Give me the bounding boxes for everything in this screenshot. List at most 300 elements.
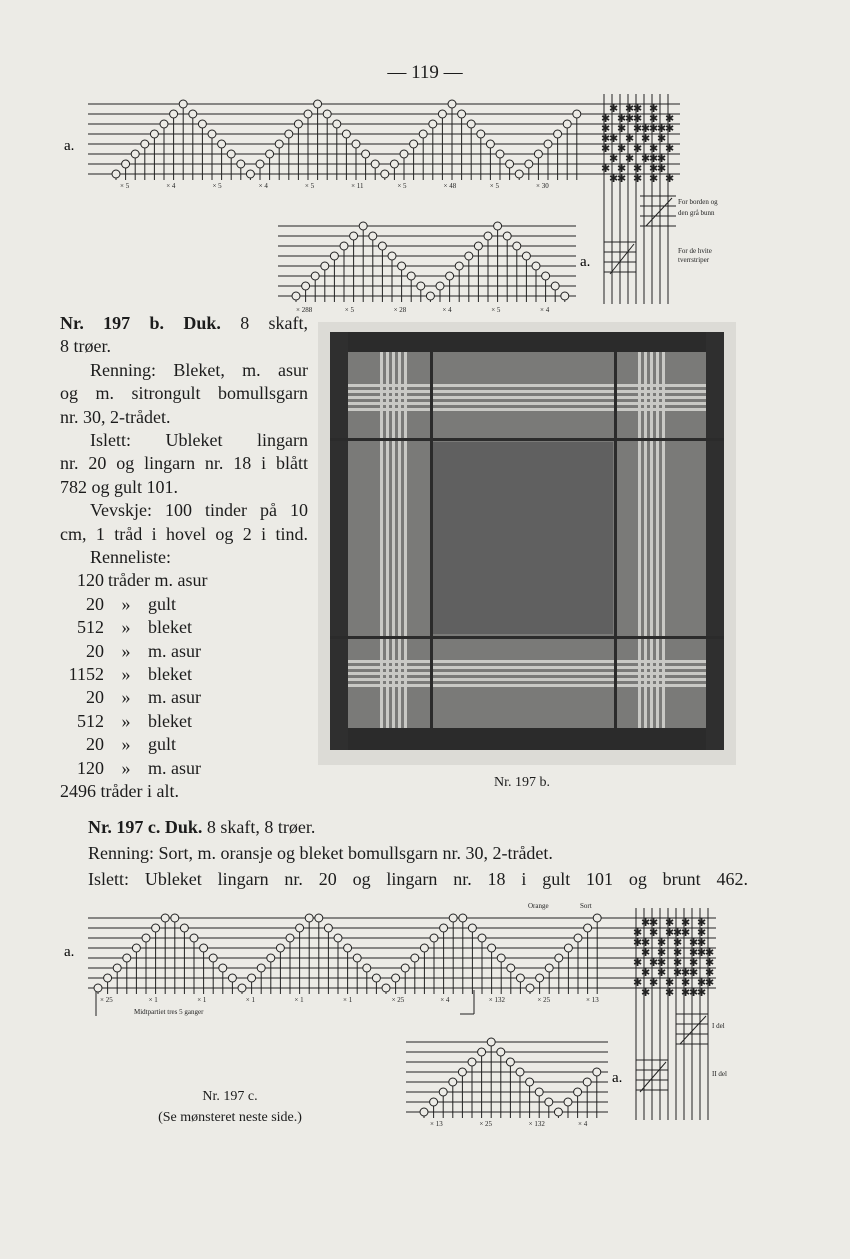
draft-top-note-1a: For borden og [678, 198, 718, 206]
section-197b-title-line2: 8 trøer. [60, 336, 111, 357]
heddle-mark [468, 1058, 476, 1066]
heddle-mark [407, 272, 415, 280]
renneliste-desc: gult [148, 734, 177, 755]
heddle-mark [496, 150, 504, 158]
heddle-mark [478, 934, 486, 942]
heddle-mark [497, 954, 505, 962]
renneliste-count: 20 [86, 593, 104, 614]
tieup-mark: ✱ [673, 926, 683, 939]
heddle-mark [497, 1048, 505, 1056]
heddle-mark [292, 292, 300, 300]
draft-top-row2-label-a: a. [580, 254, 591, 270]
heddle-mark [449, 1078, 457, 1086]
repeat-count: × 25 [537, 996, 551, 1004]
heddle-mark [458, 110, 466, 118]
heddle-mark [323, 110, 331, 118]
heddle-mark [352, 140, 360, 148]
heddle-mark [430, 1098, 438, 1106]
tieup-mark: ✱ [681, 976, 691, 989]
heddle-mark [430, 934, 438, 942]
section-197c-name: Duk. [164, 817, 203, 837]
section-197b-title-rest: 8 skaft, [240, 313, 308, 333]
heddle-mark [438, 110, 446, 118]
heddle-mark [190, 934, 198, 942]
tieup-mark: ✱ [601, 142, 611, 155]
heddle-mark [545, 964, 553, 972]
heddle-mark [561, 292, 569, 300]
heddle-mark [439, 1088, 447, 1096]
heddle-mark [286, 934, 294, 942]
tieup-mark: ✱ [617, 172, 627, 185]
tieup-mark: ✱ [617, 162, 627, 175]
repeat-count: × 5 [120, 182, 130, 190]
renneliste-ditto: » [121, 687, 131, 708]
heddle-mark [564, 1098, 572, 1106]
tieup-mark: ✱ [665, 122, 675, 135]
tieup-mark: ✱ [633, 956, 643, 969]
repeat-count: × 1 [197, 996, 207, 1004]
tieup-mark: ✱ [633, 142, 643, 155]
section-197b-name: Duk. [183, 313, 221, 333]
heddle-mark [340, 242, 348, 250]
tieup-mark: ✱ [633, 102, 643, 115]
heddle-mark [536, 974, 544, 982]
heddle-mark [112, 170, 120, 178]
heddle-mark [294, 120, 302, 128]
heddle-mark [334, 934, 342, 942]
renneliste-row [60, 593, 308, 616]
heddle-mark [563, 120, 571, 128]
heddle-mark [353, 954, 361, 962]
heddle-mark [113, 964, 121, 972]
tieup-mark: ✱ [681, 916, 691, 929]
tieup-mark: ✱ [625, 102, 635, 115]
heddle-mark [494, 222, 502, 230]
tieup-mark: ✱ [657, 946, 667, 959]
heddle-mark [503, 232, 511, 240]
heddle-mark [564, 944, 572, 952]
tieup-mark: ✱ [697, 976, 707, 989]
tieup-mark: ✱ [617, 142, 627, 155]
heddle-mark [171, 914, 179, 922]
heddle-mark [420, 944, 428, 952]
heddle-mark [123, 954, 131, 962]
repeat-count: × 4 [440, 996, 450, 1004]
heddle-mark [218, 140, 226, 148]
repeat-count: × 132 [488, 996, 506, 1004]
tieup-mark: ✱ [681, 966, 691, 979]
heddle-mark [371, 160, 379, 168]
repeat-count: × 25 [100, 996, 113, 1004]
repeat-count: × 5 [397, 182, 407, 190]
tieup-mark: ✱ [641, 122, 651, 135]
renneliste-row [60, 757, 308, 780]
heddle-mark [417, 282, 425, 290]
heddle-mark [458, 1068, 466, 1076]
heddle-mark [363, 964, 371, 972]
heddle-mark [248, 974, 256, 982]
repeat-count: × 48 [443, 182, 457, 190]
heddle-mark [219, 964, 227, 972]
tieup-mark: ✱ [673, 936, 683, 949]
tieup-mark: ✱ [617, 122, 627, 135]
heddle-mark [486, 140, 494, 148]
tieup-mark: ✱ [649, 112, 659, 125]
heddle-mark [390, 160, 398, 168]
section-197b [60, 312, 308, 803]
heddle-mark [507, 964, 515, 972]
heddle-mark [304, 110, 312, 118]
repeat-count: × 25 [391, 996, 405, 1004]
heddle-mark [388, 252, 396, 260]
heddle-mark [141, 140, 149, 148]
heddle-mark [362, 150, 370, 158]
renneliste-desc: tråder m. asur [108, 570, 208, 591]
heddle-mark [302, 282, 310, 290]
repeat-count: × 4 [166, 182, 176, 190]
heddle-mark [200, 944, 208, 952]
heddle-mark [429, 120, 437, 128]
heddle-mark [446, 272, 454, 280]
repeat-count: × 5 [489, 182, 499, 190]
tieup-mark: ✱ [697, 986, 707, 999]
draft-top-note-1b: den grå bunn [678, 209, 715, 217]
tieup-mark: ✱ [665, 142, 675, 155]
repeat-count: × 28 [393, 306, 407, 314]
draft-bottom-row1-threads [94, 914, 601, 994]
heddle-mark [401, 964, 409, 972]
repeat-count: × 4 [540, 306, 550, 314]
section-197c-title-rest: 8 skaft, 8 trøer. [206, 817, 316, 837]
heddle-mark [189, 110, 197, 118]
tieup-mark: ✱ [609, 172, 619, 185]
heddle-mark [350, 232, 358, 240]
renneliste-total: 2496 tråder i alt. [60, 780, 179, 801]
heddle-mark [467, 120, 475, 128]
repeat-count: × 4 [442, 306, 452, 314]
page-number: — 119 — [387, 62, 463, 83]
tieup-mark: ✱ [633, 112, 643, 125]
tieup-mark: ✱ [697, 926, 707, 939]
tieup-mark: ✱ [689, 966, 699, 979]
heddle-mark [436, 282, 444, 290]
heddle-mark [449, 914, 457, 922]
heddle-mark [448, 100, 456, 108]
heddle-mark [267, 954, 275, 962]
heddle-mark [465, 252, 473, 260]
tieup-mark: ✱ [609, 152, 619, 165]
heddle-mark [324, 924, 332, 932]
heddle-mark [285, 130, 293, 138]
heddle-mark [398, 262, 406, 270]
tieup-mark: ✱ [705, 976, 715, 989]
renneliste-row [60, 616, 308, 639]
repeat-count: × 5 [212, 182, 222, 190]
heddle-mark [584, 924, 592, 932]
tieup-mark: ✱ [649, 162, 659, 175]
heddle-mark [257, 964, 265, 972]
islett-line-2: nr. 20 og lingarn nr. 18 i blått [60, 453, 308, 474]
renning-line-1: Renning: Bleket, m. asur [90, 359, 308, 380]
heddle-mark [516, 974, 524, 982]
tieup-mark: ✱ [657, 936, 667, 949]
draft-bottom-row2-threads [420, 1038, 601, 1118]
tieup-mark: ✱ [641, 966, 651, 979]
tieup-mark: ✱ [609, 132, 619, 145]
heddle-mark [344, 944, 352, 952]
heddle-mark [532, 262, 540, 270]
renneliste-count: 20 [86, 640, 104, 661]
renneliste-desc: m. asur [148, 757, 201, 778]
heddle-mark [330, 252, 338, 260]
heddle-mark [161, 914, 169, 922]
draft-bottom-label-a: a. [64, 944, 75, 960]
tieup-mark: ✱ [665, 976, 675, 989]
section-197b-nr: Nr. 197 b. [60, 313, 164, 333]
renneliste [60, 569, 308, 780]
renneliste-row [60, 733, 308, 756]
heddle-mark [369, 232, 377, 240]
heddle-mark [420, 1108, 428, 1116]
renneliste-ditto: » [121, 640, 131, 661]
renneliste-desc: m. asur [148, 687, 201, 708]
tieup-mark: ✱ [665, 926, 675, 939]
renning-line-2: og m. sitrongult bomullsgarn [60, 383, 308, 404]
renneliste-row [60, 569, 308, 592]
draft-bottom-row2-label-a: a. [612, 1070, 623, 1086]
heddle-mark [426, 292, 434, 300]
heddle-mark [410, 140, 418, 148]
heddle-mark [381, 170, 389, 178]
heddle-mark [526, 984, 534, 992]
renneliste-row [60, 663, 308, 686]
draft-bottom-row1-repeats [100, 996, 599, 1004]
section-197c-renning: Renning: Sort, m. oransje og bleket bomullsgarn nr. 30, 2-trådet. [88, 843, 553, 863]
tieup-mark: ✱ [633, 162, 643, 175]
renneliste-ditto: » [121, 617, 131, 638]
tieup-mark: ✱ [617, 112, 627, 125]
tieup-mark: ✱ [681, 986, 691, 999]
heddle-mark [419, 130, 427, 138]
draft-top-note-2a: For de hvite [678, 247, 712, 255]
heddle-mark [484, 232, 492, 240]
renneliste-desc: gult [148, 593, 177, 614]
tieup-mark: ✱ [649, 122, 659, 135]
heddle-mark [228, 974, 236, 982]
heddle-mark [488, 944, 496, 952]
renneliste-desc: bleket [148, 617, 192, 638]
heddle-mark [477, 130, 485, 138]
draft-bottom-note-1: I del [712, 1022, 725, 1030]
tieup-mark: ✱ [657, 132, 667, 145]
renneliste-row [60, 686, 308, 709]
heddle-mark [525, 160, 533, 168]
heddle-mark [468, 924, 476, 932]
tieup-mark: ✱ [633, 122, 643, 135]
heddle-mark [311, 272, 319, 280]
tieup-mark: ✱ [649, 926, 659, 939]
tieup-mark: ✱ [601, 122, 611, 135]
heddle-mark [440, 924, 448, 932]
heddle-mark [554, 1108, 562, 1116]
tieup-mark: ✱ [657, 966, 667, 979]
heddle-mark [516, 1068, 524, 1076]
heddle-mark [535, 1088, 543, 1096]
heddle-mark [314, 100, 322, 108]
tieup-mark: ✱ [601, 112, 611, 125]
heddle-mark [275, 140, 283, 148]
tieup-mark: ✱ [641, 152, 651, 165]
tieup-mark: ✱ [665, 986, 675, 999]
vevskje-line-2: cm, 1 tråd i hovel og 2 i tind. [60, 523, 308, 544]
heddle-mark [593, 1068, 601, 1076]
renneliste-count: 20 [86, 687, 104, 708]
tieup-mark: ✱ [641, 132, 651, 145]
tieup-mark: ✱ [657, 122, 667, 135]
tieup-mark: ✱ [697, 936, 707, 949]
heddle-mark [411, 954, 419, 962]
renning-line-3: nr. 30, 2-trådet. [60, 406, 171, 427]
tieup-mark: ✱ [689, 956, 699, 969]
draft-bottom-row2-repeats [430, 1120, 588, 1128]
tieup-mark: ✱ [633, 936, 643, 949]
tieup-mark: ✱ [641, 946, 651, 959]
renneliste-ditto: » [121, 710, 131, 731]
renneliste-desc: bleket [148, 710, 192, 731]
tieup-mark: ✱ [649, 956, 659, 969]
tieup-mark: ✱ [625, 132, 635, 145]
draft-bottom-tieup-marks [633, 916, 714, 999]
heddle-mark [506, 1058, 514, 1066]
repeat-count: × 132 [528, 1120, 545, 1128]
renneliste-ditto: » [121, 734, 131, 755]
draft-top-row1-repeats [120, 182, 549, 190]
heddle-mark [209, 954, 217, 962]
repeat-count: × 4 [258, 182, 268, 190]
tieup-mark: ✱ [673, 956, 683, 969]
heddle-mark [342, 130, 350, 138]
heddle-mark [506, 160, 514, 168]
cloth-photo-197b [318, 322, 736, 765]
heddle-mark [372, 974, 380, 982]
tieup-mark: ✱ [681, 926, 691, 939]
heddle-mark [542, 272, 550, 280]
tieup-mark: ✱ [689, 936, 699, 949]
tieup-mark: ✱ [705, 966, 715, 979]
heddle-mark [382, 984, 390, 992]
heddle-mark [478, 1048, 486, 1056]
heddle-mark [198, 120, 206, 128]
tieup-mark: ✱ [633, 172, 643, 185]
repeat-count: × 4 [578, 1120, 588, 1128]
tieup-mark: ✱ [673, 946, 683, 959]
section-197c [88, 814, 748, 892]
heddle-mark [227, 150, 235, 158]
heddle-mark [551, 282, 559, 290]
heddle-mark [94, 984, 102, 992]
heddle-mark [573, 110, 581, 118]
renneliste-count: 120 [77, 570, 104, 591]
tieup-mark: ✱ [641, 936, 651, 949]
tieup-mark: ✱ [625, 112, 635, 125]
heddle-mark [150, 130, 158, 138]
tieup-mark: ✱ [665, 172, 675, 185]
tieup-mark: ✱ [689, 986, 699, 999]
tieup-mark: ✱ [657, 152, 667, 165]
heddle-mark [522, 252, 530, 260]
heddle-mark [583, 1078, 591, 1086]
draft-top-note-2b: tverrstriper [678, 256, 710, 264]
tieup-mark: ✱ [665, 112, 675, 125]
heddle-mark [276, 944, 284, 952]
repeat-count: × 30 [536, 182, 549, 190]
heddle-mark [180, 924, 188, 932]
tieup-mark: ✱ [649, 916, 659, 929]
heddle-mark [315, 914, 323, 922]
tieup-mark: ✱ [641, 916, 651, 929]
repeat-count: × 5 [304, 182, 315, 190]
renneliste-row [60, 710, 308, 733]
heddle-mark [544, 140, 552, 148]
repeat-count: × 5 [491, 306, 501, 314]
tieup-mark: ✱ [649, 152, 659, 165]
heddle-mark [208, 130, 216, 138]
repeat-count: × 25 [479, 1120, 493, 1128]
heddle-mark [170, 110, 178, 118]
heddle-mark [378, 242, 386, 250]
vevskje-line-1: Vevskje: 100 tinder på 10 [90, 500, 308, 521]
tieup-mark: ✱ [601, 162, 611, 175]
heddle-mark [131, 150, 139, 158]
tieup-mark: ✱ [673, 966, 683, 979]
tieup-mark: ✱ [705, 956, 715, 969]
heddle-mark [305, 914, 313, 922]
heddle-mark [132, 944, 140, 952]
repeat-count: × 1 [294, 996, 304, 1004]
heddle-mark [321, 262, 329, 270]
tieup-mark: ✱ [641, 986, 651, 999]
photo-caption-197b: Nr. 197 b. [494, 775, 550, 790]
draft-top-row2-repeats [296, 306, 550, 314]
tieup-mark: ✱ [697, 946, 707, 959]
tieup-mark: ✱ [633, 976, 643, 989]
renneliste-ditto: » [121, 593, 131, 614]
heddle-mark [545, 1098, 553, 1106]
tieup-mark: ✱ [649, 102, 659, 115]
heddle-mark [359, 222, 367, 230]
renneliste-count: 512 [77, 710, 104, 731]
renneliste-title: Renneliste: [90, 547, 171, 568]
tieup-mark: ✱ [697, 916, 707, 929]
heddle-mark [455, 262, 463, 270]
section-197c-nr: Nr. 197 c. [88, 817, 161, 837]
renneliste-desc: bleket [148, 664, 192, 685]
draft-bottom-black: Sort [580, 902, 592, 910]
draft-bottom-note-2: II del [712, 1070, 727, 1078]
draft-bottom-midt-note: Midtpartiet tres 5 ganger [134, 1008, 204, 1016]
heddle-mark [266, 150, 274, 158]
renneliste-ditto: » [121, 664, 131, 685]
tieup-mark: ✱ [665, 916, 675, 929]
heddle-mark [333, 120, 341, 128]
tieup-mark: ✱ [649, 142, 659, 155]
heddle-mark [392, 974, 400, 982]
caption-197c-line-1: Nr. 197 c. [202, 1089, 258, 1104]
repeat-count: × 13 [430, 1120, 443, 1128]
islett-line-1: Islett: Ubleket lingarn [90, 430, 308, 451]
heddle-mark [152, 924, 160, 932]
renneliste-count: 120 [77, 757, 104, 778]
